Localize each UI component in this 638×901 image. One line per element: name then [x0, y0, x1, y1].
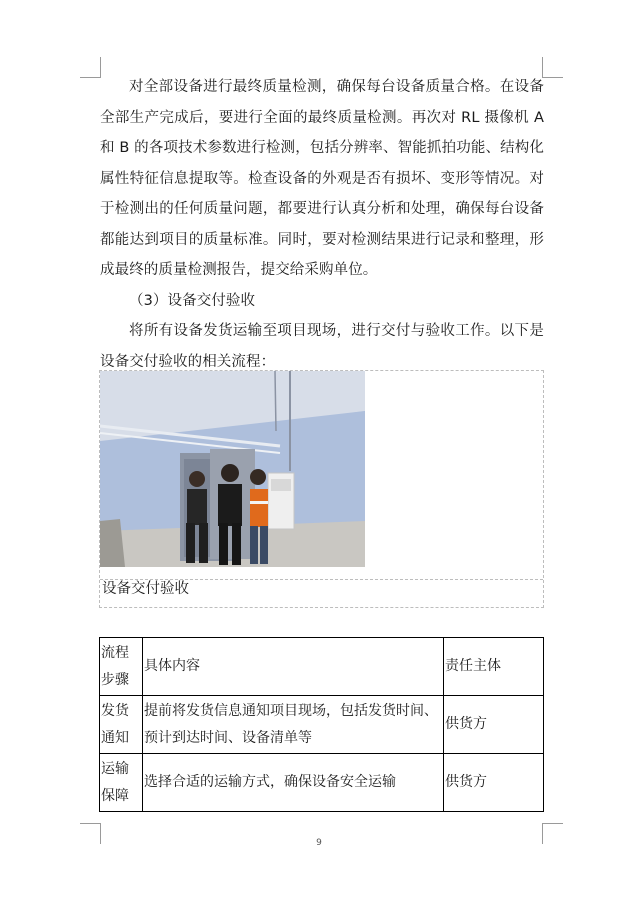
figure-frame	[99, 370, 544, 608]
delivery-photo	[100, 371, 365, 567]
crop-mark-top-left	[80, 57, 101, 78]
table-header-row	[100, 638, 544, 696]
figure-caption: 设备交付验收	[102, 581, 189, 597]
delivery-process-table	[99, 637, 544, 812]
paragraph-delivery-intro: 将所有设备发货运输至项目现场，进行交付与验收工作。以下是设备交付验收的相关流程：	[100, 323, 544, 370]
row-content-cell: 选择合适的运输方式，确保设备安全运输	[143, 754, 444, 812]
section-heading: （3）设备交付验收	[129, 292, 256, 309]
row-step-cell: 发货通知	[100, 696, 143, 754]
page-number: 9	[316, 838, 322, 848]
table-row	[100, 754, 544, 812]
header-cell-content: 具体内容	[143, 638, 444, 696]
row-step-cell: 运输保障	[100, 754, 143, 812]
paragraph-quality-inspection: 对全部设备进行最终质量检测，确保每台设备质量合格。在设备全部生产完成后，要进行全面的最终质量检测。再次对 RL 摄像机 A 和 B 的各项技术参数进行检测，包括分辨率、智能抓拍功能、结构化属性特征信息提取等。检查设备的外观是否有损坏、变形等情况。对于检测出的任何质量问题，都要进行认真分析和处理，确保每台设备都能达到项目的质量标准。同时，要对检测结果进行记录和整理，形成最终的质量检测报告，提交给采购单位。	[100, 79, 544, 278]
row-owner-cell: 供货方	[444, 754, 544, 812]
row-owner-cell: 供货方	[444, 696, 544, 754]
crop-mark-top-right	[542, 57, 563, 78]
row-content-cell: 提前将发货信息通知项目现场，包括发货时间、预计到达时间、设备清单等	[143, 696, 444, 754]
table-row	[100, 696, 544, 754]
header-cell-step: 流程步骤	[100, 638, 143, 696]
document-body	[100, 72, 544, 377]
header-cell-owner: 责任主体	[444, 638, 544, 696]
